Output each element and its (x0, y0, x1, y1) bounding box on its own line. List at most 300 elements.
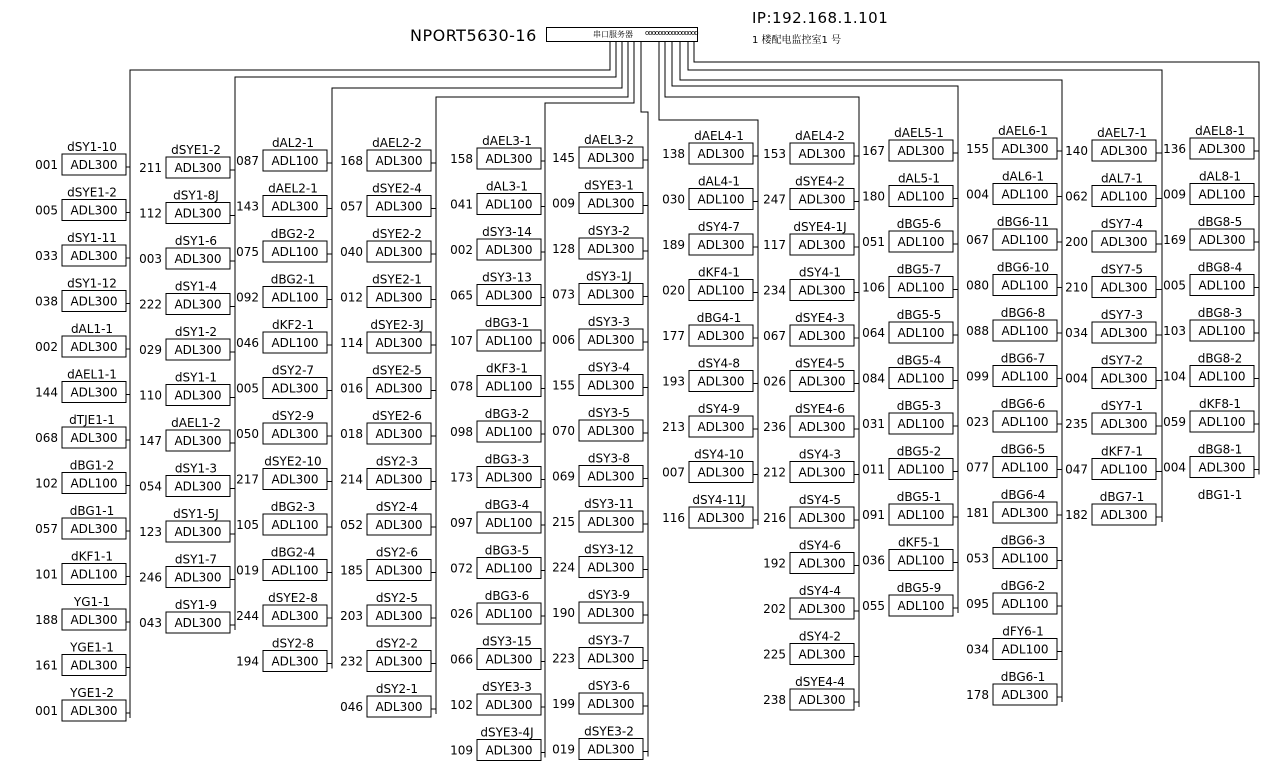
meter-label: dSYE3-2 (584, 724, 634, 739)
meter-address: 102 (35, 476, 58, 491)
meter-model: ADL300 (174, 479, 222, 494)
meter-model: ADL300 (174, 570, 222, 585)
meter-label: dAL4-1 (697, 174, 741, 189)
meter-label: dBG5-1 (896, 490, 942, 504)
gateway-model-label: NPORT5630-16 (410, 26, 537, 45)
meter-address: 107 (450, 334, 473, 348)
meter-label: dBG6-1 (1000, 670, 1046, 684)
meter-label: dSY3-6 (587, 679, 631, 693)
meter-address: 043 (139, 616, 162, 630)
meter-label: dAEL8-1 (1195, 124, 1245, 138)
meter-address: 224 (552, 560, 575, 575)
meter-label: dSY4-7 (697, 220, 741, 234)
meter-model: ADL100 (271, 336, 319, 350)
meter-model: ADL300 (375, 700, 423, 714)
meter-label: dAL1-1 (70, 322, 114, 336)
meter-model: ADL300 (798, 147, 846, 161)
meter-address: 047 (1065, 462, 1088, 477)
meter-model: ADL300 (587, 424, 635, 438)
meter-label: dSY1-3 (174, 461, 218, 476)
meter-model: ADL300 (174, 297, 222, 312)
meter-address: 102 (450, 698, 473, 712)
meter-model: ADL300 (70, 158, 118, 172)
meter-address: 244 (236, 609, 259, 623)
meter-label: dSYE3-3 (482, 680, 532, 694)
meter-model: ADL300 (1100, 235, 1148, 249)
meter-label: dSY3-1J (586, 269, 632, 284)
meter-label: dKF4-1 (698, 265, 740, 280)
meter-address: 001 (35, 704, 58, 718)
meter-address: 011 (862, 462, 885, 477)
meter-address: 116 (662, 511, 685, 525)
meter-model: ADL100 (897, 189, 945, 204)
meter-label: dBG8-1 (1197, 442, 1243, 457)
meter-address: 144 (35, 385, 58, 400)
meter-model: ADL100 (897, 326, 945, 340)
meter-label: dSYE4-5 (795, 356, 845, 371)
meter-label: dBG6-4 (1000, 488, 1046, 502)
meter-label: dAEL4-1 (694, 129, 744, 143)
meter-model: ADL300 (697, 420, 745, 434)
meter-model: ADL100 (897, 599, 945, 613)
meter-model: ADL100 (1100, 189, 1148, 204)
meter-model: ADL300 (1100, 417, 1148, 431)
meter-label: dSYE3-1 (584, 178, 634, 193)
meter-address: 225 (763, 647, 786, 662)
meter-label: dSY2-9 (271, 409, 315, 423)
meter-label: dSY7-4 (1100, 217, 1144, 231)
meter-label: dBG3-5 (484, 543, 530, 558)
meter-address: 167 (862, 144, 885, 158)
meter-address: 041 (450, 197, 473, 212)
meter-model: ADL300 (375, 336, 423, 350)
meter-label: dBG5-2 (896, 444, 942, 459)
meter-address: 147 (139, 434, 162, 448)
meter-model: ADL100 (485, 334, 533, 348)
meter-model: ADL100 (1100, 462, 1148, 477)
meter-model: ADL300 (798, 511, 846, 525)
meter-label: dAEL5-1 (894, 126, 944, 140)
meter-address: 182 (1065, 508, 1088, 522)
meter-model: ADL300 (587, 378, 635, 393)
meter-label: dAEL3-2 (584, 133, 634, 147)
meter-address: 097 (450, 516, 473, 530)
meter-model: ADL300 (1100, 280, 1148, 295)
meter-model: ADL300 (375, 518, 423, 532)
meter-address: 040 (340, 245, 363, 259)
meter-model: ADL300 (174, 252, 222, 266)
meter-address: 223 (552, 651, 575, 666)
meter-label: dBG4-1 (696, 311, 742, 325)
meter-label: dSYE1-2 (67, 185, 117, 200)
meter-label: dSY7-1 (1100, 399, 1144, 413)
meter-address: 103 (1163, 324, 1186, 338)
meter-address: 188 (35, 613, 58, 627)
meter-model: ADL300 (798, 238, 846, 252)
meter-model: ADL300 (375, 245, 423, 259)
meter-address: 007 (662, 465, 685, 480)
meter-address: 078 (450, 379, 473, 394)
meter-address: 203 (340, 609, 363, 623)
meter-model: ADL100 (271, 245, 319, 259)
meter-address: 087 (236, 154, 259, 168)
meter-label: dSY4-1 (798, 265, 842, 280)
meter-model: ADL100 (1001, 460, 1049, 475)
meter-label: dFY6-1 (1002, 624, 1044, 639)
meter-model: ADL300 (485, 743, 533, 758)
meter-label: dSY1-8J (173, 188, 219, 203)
meter-label: dSY1-1 (174, 370, 218, 385)
meter-label: dBG2-2 (270, 227, 316, 241)
meter-address: 145 (552, 151, 575, 165)
meter-label: dSY4-2 (798, 629, 842, 644)
meter-model: ADL300 (1198, 233, 1246, 247)
meter-label: dSY4-10 (694, 447, 744, 462)
meter-address: 211 (139, 161, 162, 175)
meter-model: ADL300 (587, 606, 635, 620)
meter-model: ADL100 (897, 280, 945, 295)
meter-model: ADL100 (271, 518, 319, 532)
meter-label: dSY3-14 (482, 225, 532, 239)
meter-label: dAL7-1 (1100, 171, 1144, 186)
meter-address: 026 (450, 607, 473, 621)
meter-model: ADL300 (375, 154, 423, 168)
meter-address: 194 (236, 654, 259, 669)
meter-address: 054 (139, 479, 162, 494)
meter-address: 075 (236, 245, 259, 259)
meter-model: ADL300 (697, 238, 745, 252)
meter-label: dKF3-1 (486, 361, 528, 376)
meter-label: dSY4-11J (692, 493, 746, 507)
meter-label: dSYE4-6 (795, 402, 845, 416)
meter-address: 068 (35, 431, 58, 445)
meter-label: dSYE1-2 (171, 143, 221, 157)
meter-model: ADL300 (70, 613, 118, 627)
meter-model: ADL300 (70, 203, 118, 218)
meter-label: dTJE1-1 (69, 413, 115, 427)
meter-address: 199 (552, 697, 575, 711)
meter-label: dSYE3-4J (480, 725, 534, 740)
meter-address: 110 (139, 388, 162, 403)
meter-model: ADL300 (1100, 326, 1148, 340)
meter-model: ADL300 (798, 465, 846, 480)
meter-model: ADL100 (697, 283, 745, 298)
meter-label: dBG8-3 (1197, 306, 1243, 320)
meter-label: dSY7-3 (1100, 308, 1144, 322)
meter-model: ADL300 (587, 697, 635, 711)
meter-model: ADL100 (271, 290, 319, 305)
meter-label: dSY3-15 (482, 634, 532, 649)
meter-address: 192 (763, 556, 786, 571)
meter-address: 168 (340, 154, 363, 168)
meter-address: 169 (1163, 233, 1186, 247)
meter-label: dBG1-1 (1197, 488, 1243, 502)
meter-model: ADL300 (798, 602, 846, 616)
meter-label: dSYE4-2 (795, 174, 845, 189)
meter-address: 202 (763, 602, 786, 616)
meter-model: ADL100 (1001, 324, 1049, 338)
meter-label: dSY4-4 (798, 584, 842, 598)
meter-model: ADL300 (1198, 142, 1246, 156)
meter-label: dBG8-4 (1197, 260, 1243, 275)
meter-model: ADL300 (174, 343, 222, 357)
meter-label: dAL6-1 (1001, 169, 1045, 184)
meter-address: 232 (340, 654, 363, 669)
meter-address: 092 (236, 290, 259, 305)
meter-label: dSY2-3 (375, 454, 419, 469)
meter-model: ADL100 (1001, 415, 1049, 429)
meter-label: dSYE2-10 (264, 454, 322, 469)
meter-label: dAEL1-2 (171, 416, 221, 430)
meter-label: dSYE2-3J (370, 318, 424, 332)
meter-label: dKF2-1 (272, 318, 314, 332)
meter-address: 055 (862, 599, 885, 613)
meter-model: ADL300 (587, 469, 635, 484)
meter-label: dSY3-12 (584, 542, 634, 557)
meter-label: dBG8-2 (1197, 351, 1243, 366)
meter-address: 084 (862, 371, 885, 386)
meter-label: dSY1-2 (174, 325, 218, 339)
meter-model: ADL300 (271, 199, 319, 214)
meter-address: 070 (552, 424, 575, 438)
meter-model: ADL100 (485, 607, 533, 621)
meter-label: dAEL1-1 (67, 367, 117, 382)
meter-model: ADL300 (174, 434, 222, 448)
meter-address: 064 (862, 326, 885, 340)
meter-label: dBG1-2 (69, 458, 115, 473)
meter-model: ADL300 (271, 472, 319, 487)
meter-address: 004 (966, 187, 989, 202)
meter-model: ADL300 (375, 199, 423, 214)
meter-label: dKF1-1 (71, 549, 113, 564)
meter-label: YGE1-1 (70, 640, 114, 655)
meter-label: dSY1-5J (173, 507, 219, 521)
meter-address: 099 (966, 369, 989, 384)
meter-address: 238 (763, 693, 786, 707)
meter-address: 016 (340, 381, 363, 396)
meter-label: dBG6-8 (1000, 306, 1046, 320)
meter-address: 033 (35, 249, 58, 263)
meter-model: ADL300 (587, 742, 635, 757)
meter-address: 138 (662, 147, 685, 161)
meter-address: 003 (139, 252, 162, 266)
meter-model: ADL100 (1001, 551, 1049, 566)
meter-address: 053 (966, 551, 989, 566)
meter-address: 153 (763, 147, 786, 161)
meter-label: dKF8-1 (1199, 397, 1241, 411)
meter-label: dBG6-10 (996, 260, 1050, 275)
meter-label: dAEL6-1 (998, 124, 1048, 138)
meter-label: dAEL7-1 (1097, 126, 1147, 140)
meter-address: 189 (662, 238, 685, 252)
meter-model: ADL100 (485, 561, 533, 576)
meter-address: 247 (763, 192, 786, 207)
meter-address: 026 (763, 374, 786, 389)
meter-label: dBG6-2 (1000, 579, 1046, 593)
meter-label: dBG5-4 (896, 353, 942, 368)
meter-address: 106 (862, 280, 885, 295)
meter-label: YG1-1 (73, 595, 111, 609)
meter-address: 072 (450, 561, 473, 576)
meter-label: dBG6-5 (1000, 442, 1046, 457)
meter-model: ADL300 (271, 609, 319, 623)
meter-model: ADL300 (1001, 142, 1049, 156)
meter-model: ADL300 (375, 290, 423, 305)
meter-address: 091 (862, 508, 885, 522)
meter-label: dBG5-5 (896, 308, 942, 322)
meter-label: dBG2-3 (270, 500, 316, 514)
meter-model: ADL300 (1100, 371, 1148, 386)
meter-model: ADL300 (697, 465, 745, 480)
meter-model: ADL100 (1198, 415, 1246, 429)
meter-label: dBG5-3 (896, 399, 942, 413)
device-label: 串口服务器 (593, 30, 633, 39)
meter-model: ADL300 (798, 192, 846, 207)
meter-model: ADL300 (798, 647, 846, 662)
meter-address: 009 (552, 196, 575, 211)
meter-address: 073 (552, 287, 575, 302)
meter-model: ADL100 (485, 379, 533, 394)
meter-address: 005 (236, 381, 259, 396)
meter-address: 213 (662, 420, 685, 434)
meter-address: 036 (862, 553, 885, 568)
meter-model: ADL300 (70, 385, 118, 400)
meter-model: ADL300 (70, 658, 118, 673)
meter-address: 104 (1163, 369, 1186, 384)
meter-address: 161 (35, 658, 58, 673)
meter-address: 178 (966, 688, 989, 702)
meter-model: ADL300 (70, 431, 118, 445)
meter-label: dSY4-3 (798, 447, 842, 462)
meter-address: 173 (450, 470, 473, 485)
meter-address: 222 (139, 297, 162, 312)
meter-address: 215 (552, 515, 575, 529)
meter-model: ADL100 (1198, 324, 1246, 338)
meter-model: ADL100 (1001, 233, 1049, 247)
meter-address: 210 (1065, 280, 1088, 295)
meter-model: ADL300 (697, 147, 745, 161)
meter-label: dSYE2-8 (268, 591, 318, 605)
meter-model: ADL100 (697, 192, 745, 207)
meter-label: dKF5-1 (898, 535, 940, 550)
meter-address: 009 (1163, 187, 1186, 202)
meter-address: 038 (35, 294, 58, 309)
meter-address: 062 (1065, 189, 1088, 204)
meter-model: ADL300 (1100, 508, 1148, 522)
meter-model: ADL300 (697, 329, 745, 343)
meter-address: 112 (139, 206, 162, 221)
meter-model: ADL300 (587, 560, 635, 575)
meter-address: 212 (763, 465, 786, 480)
meter-label: dAEL2-1 (268, 181, 318, 196)
meter-label: dSY2-8 (271, 636, 315, 651)
meter-address: 114 (340, 336, 363, 350)
meter-model: ADL100 (897, 417, 945, 431)
meter-label: dBG6-11 (996, 215, 1050, 229)
meter-model: ADL100 (1001, 187, 1049, 202)
meter-model: ADL300 (798, 556, 846, 571)
meter-model: ADL100 (271, 563, 319, 578)
meter-model: ADL100 (1001, 642, 1049, 657)
meter-label: dBG6-3 (1000, 533, 1046, 548)
meter-label: dSYE2-2 (372, 227, 422, 241)
meter-address: 001 (35, 158, 58, 172)
meter-label: dAEL2-2 (372, 136, 422, 150)
meter-model: ADL300 (70, 340, 118, 354)
meter-address: 193 (662, 374, 685, 389)
meter-label: dSY3-5 (587, 406, 631, 420)
meter-label: dSY2-7 (271, 363, 315, 378)
meter-address: 155 (552, 378, 575, 393)
meter-address: 143 (236, 199, 259, 214)
meter-address: 180 (862, 189, 885, 204)
meter-model: ADL100 (70, 567, 118, 582)
meter-label: dSY3-2 (587, 224, 631, 238)
meter-model: ADL300 (70, 704, 118, 718)
meter-model: ADL300 (375, 563, 423, 578)
meter-model: ADL100 (485, 425, 533, 439)
meter-address: 023 (966, 415, 989, 429)
meter-label: dAEL3-1 (482, 134, 532, 148)
meter-model: ADL100 (1001, 369, 1049, 384)
meter-address: 235 (1065, 417, 1088, 431)
meter-label: dBG5-7 (896, 262, 942, 277)
meter-address: 117 (763, 238, 786, 252)
meter-address: 034 (1065, 326, 1088, 340)
meter-model: ADL300 (1198, 460, 1246, 475)
meter-model: ADL300 (798, 329, 846, 343)
meter-address: 105 (236, 518, 259, 532)
meter-model: ADL100 (70, 476, 118, 491)
meter-address: 158 (450, 152, 473, 166)
meter-model: ADL300 (174, 161, 222, 175)
meter-address: 217 (236, 472, 259, 487)
meter-model: ADL300 (485, 152, 533, 166)
meter-label: YGE1-2 (70, 686, 114, 700)
meter-address: 109 (450, 743, 473, 758)
meter-model: ADL100 (897, 371, 945, 386)
meter-address: 128 (552, 242, 575, 256)
device-ports: oooooooooooooooo (645, 29, 698, 37)
meter-label: dBG7-1 (1099, 490, 1145, 504)
meter-label: dSY4-9 (697, 402, 741, 416)
meter-label: dSY1-12 (67, 276, 117, 291)
meter-address: 066 (450, 652, 473, 667)
meter-address: 177 (662, 329, 685, 343)
meter-label: dBG3-2 (484, 407, 530, 421)
meter-address: 012 (340, 290, 363, 305)
meter-model: ADL300 (587, 287, 635, 302)
meter-address: 077 (966, 460, 989, 475)
meter-address: 005 (35, 203, 58, 218)
meter-address: 059 (1163, 415, 1186, 429)
meter-label: dAL5-1 (897, 171, 941, 186)
meter-address: 019 (552, 742, 575, 757)
meter-model: ADL100 (485, 197, 533, 212)
meter-label: dSY3-11 (584, 497, 634, 511)
meter-address: 031 (862, 417, 885, 431)
meter-label: dSY2-5 (375, 591, 419, 605)
meter-model: ADL100 (1198, 369, 1246, 384)
meter-model: ADL300 (375, 427, 423, 441)
meter-model: ADL300 (1001, 688, 1049, 702)
meter-model: ADL300 (1100, 144, 1148, 158)
meter-address: 019 (236, 563, 259, 578)
meter-label: dBG5-9 (896, 581, 942, 595)
meter-model: ADL100 (1001, 278, 1049, 293)
meter-model: ADL300 (697, 511, 745, 525)
meter-address: 057 (35, 522, 58, 536)
